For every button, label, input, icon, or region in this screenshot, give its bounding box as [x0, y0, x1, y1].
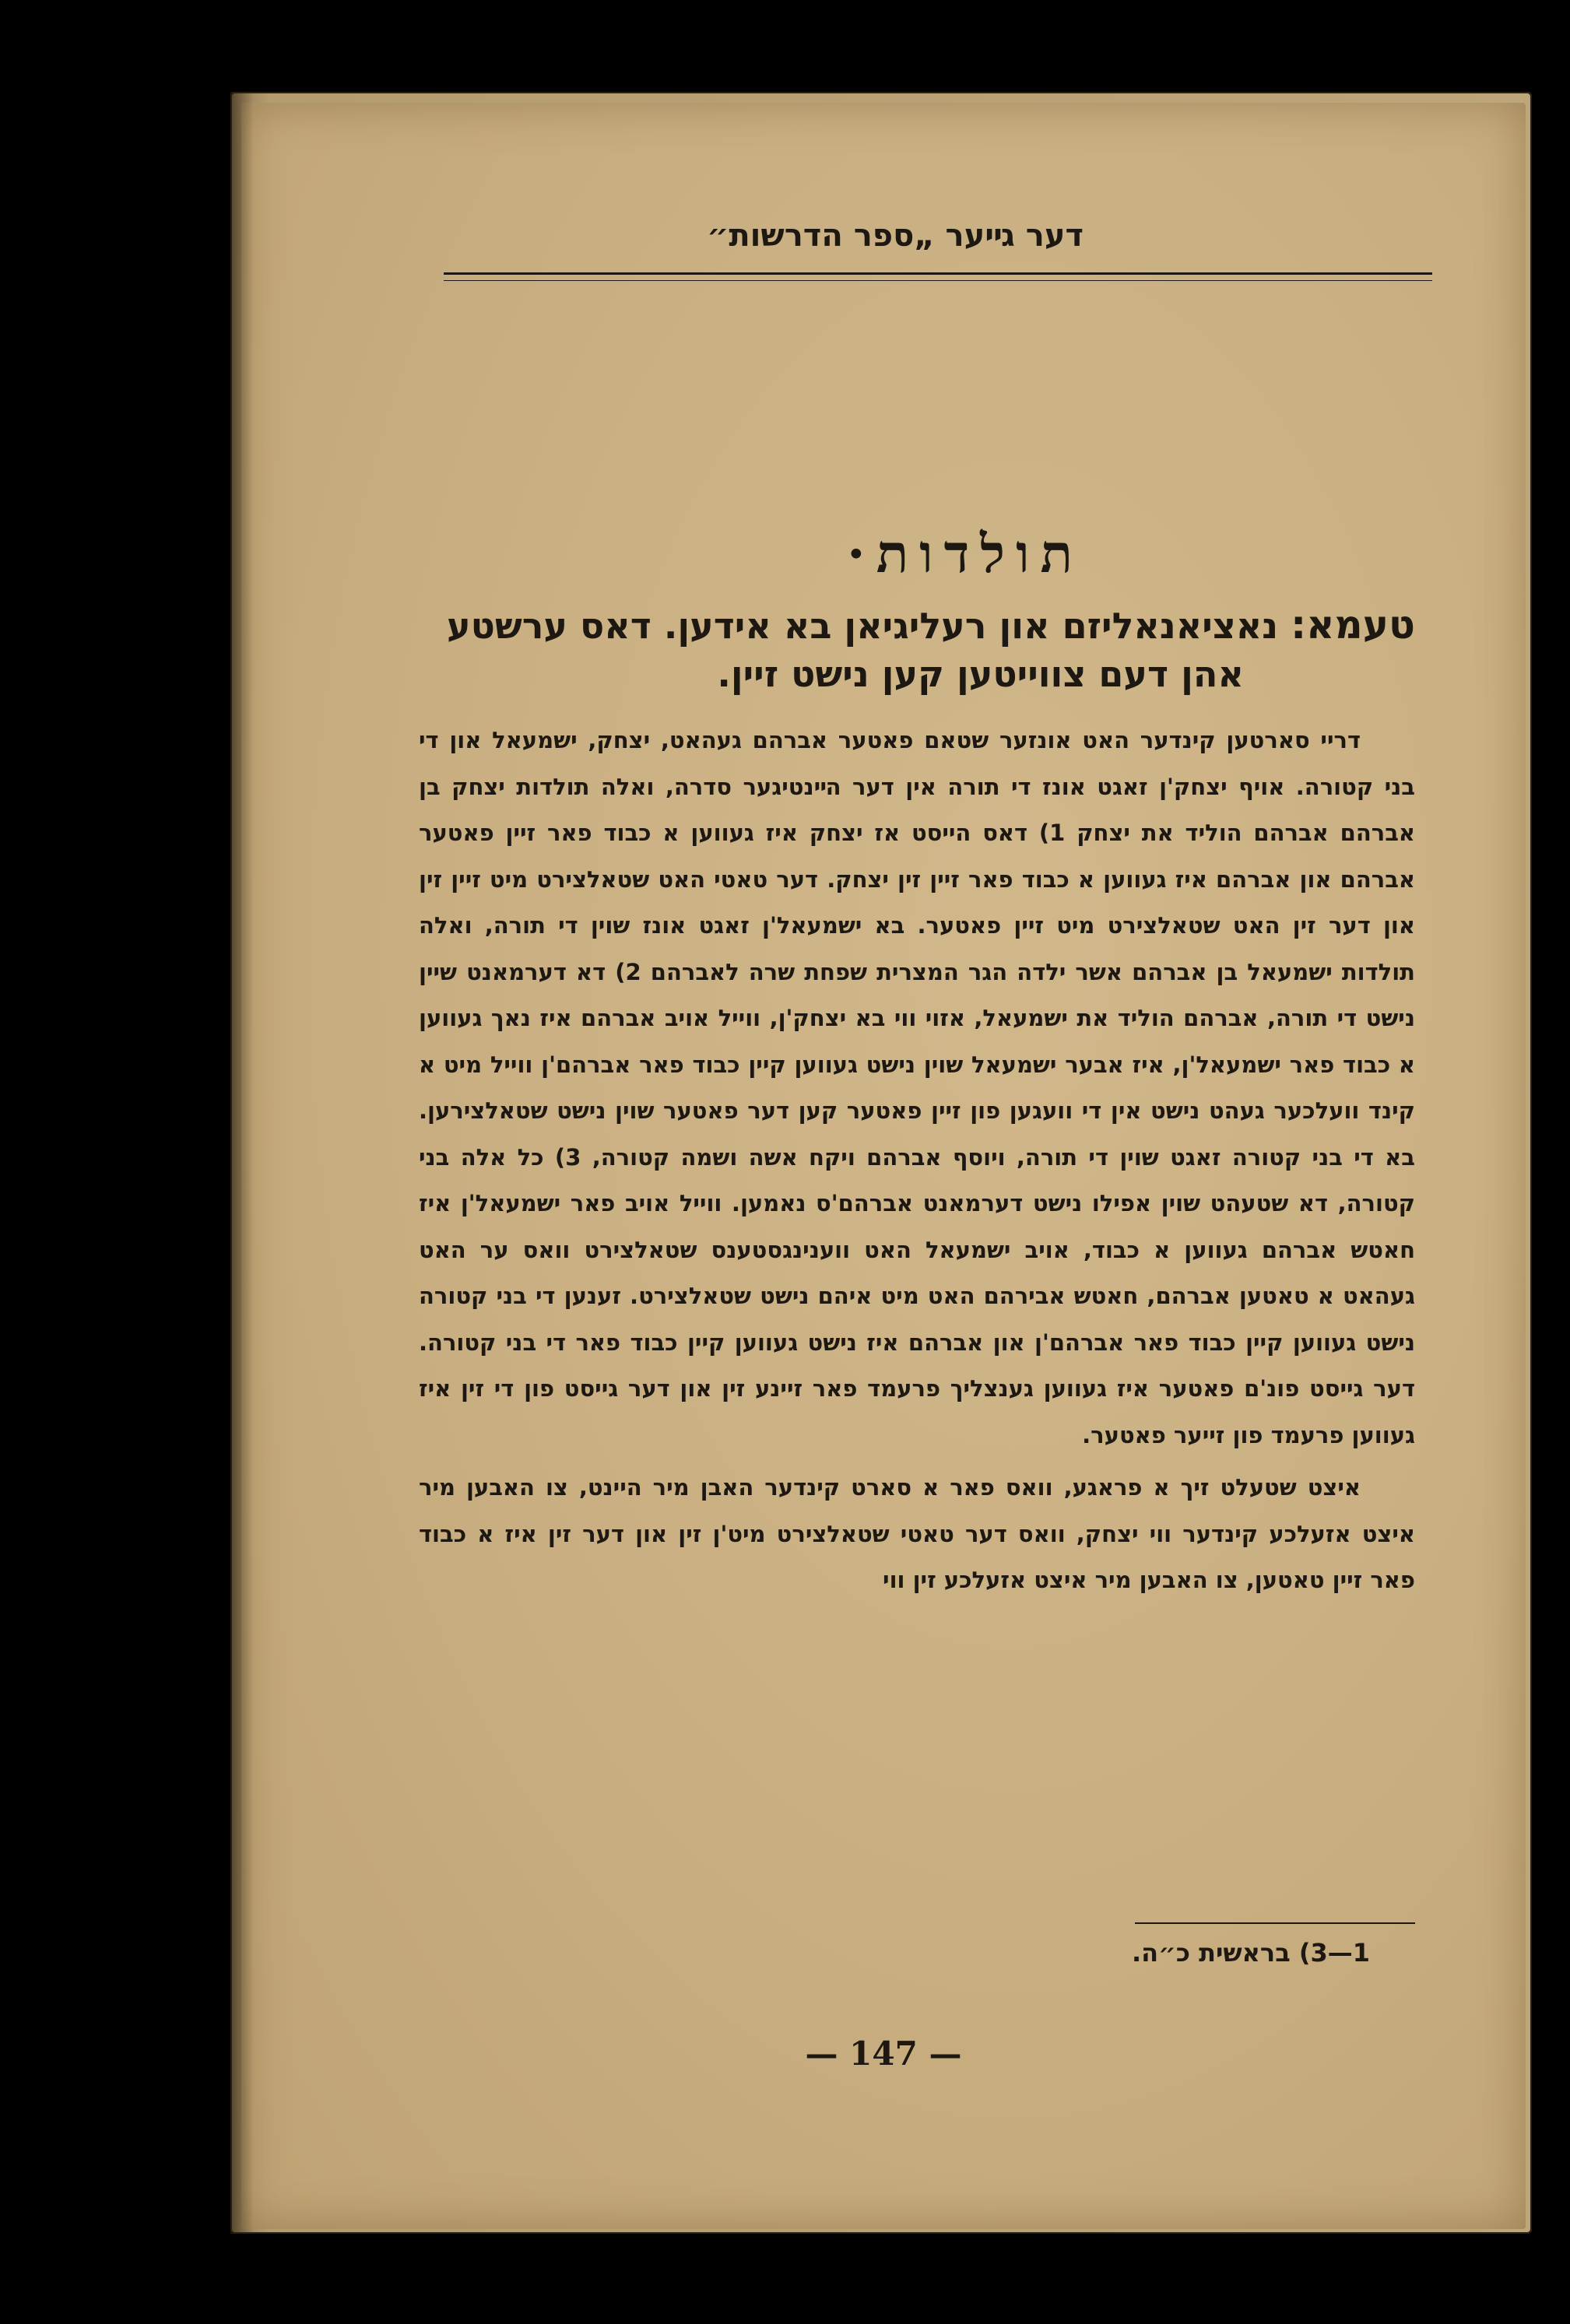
footnote-rule	[1135, 1922, 1415, 1924]
theme-line-2: אהן דעם צווייטען קען נישט זיין.	[717, 653, 1244, 695]
body-text	[419, 718, 1415, 1604]
theme-line-1: נאציאנאליזם און רעליגיאן בא אידען. דאס ערשטע	[446, 605, 1279, 647]
header-rule	[444, 272, 1432, 275]
book-page	[241, 103, 1526, 2229]
footnote: 1—3) בראשית כ״ה.	[1131, 1938, 1370, 1968]
header-rule-thin	[444, 280, 1432, 281]
paragraph-2: איצט שטעלט זיך א פראגע, וואס פאר א סארט קינדער האבן מיר היינט, צו האבען מיר איצט אזעלכע קינדער ווי יצחק, וואס דער טאטי שטאלצירט מיט'ן זין און דער זין איז א כבוד פאר זיין טאטען, צו האבען מיר איצט אזעלכע זין ווי	[419, 1474, 1415, 1593]
paragraph-1: דריי סארטען קינדער האט אונזער שטאם פאטער אברהם געהאט, יצחק, ישמעאל און די בני קטורה. אויף יצחק'ן זאגט אונז די תורה אין דער הײנטיגער סדרה, ואלה תולדות יצחק בן אברהם אברהם הוליד את יצחק 1) דאס הייסט אז יצחק איז געווען א כבוד פאר זיין פאטער אברהם און אברהם איז געווען א כבוד פאר זיין זין יצחק. דער טאטי האט שטאלצירט מיט זיין זין און דער זין האט שטאלצירט מיט זיין פאטער. בא ישמעאל'ן זאגט אונז שוין די תורה, ואלה תולדות ישמעאל בן אברהם אשר ילדה הגר המצרית שפחת שרה לאברהם 2) דא דערמאנט שיין נישט די תורה, אברהם הוליד את ישמעאל, אזוי ווי בא יצחק'ן, ווייל אויב אברהם איז נאך געווען א כבוד פאר ישמעאל'ן, איז אבער ישמעאל שוין נישט געווען קיין כבוד פאר אברהם'ן ווייל מיט א קינד וועלכער געהט נישט אין די וועגען פון זיין פאטער קען דער פאטער שוין נישט שטאלצירען. בא די בני קטורה זאגט שוין די תורה, ויוסף אברהם ויקח אשה ושמה קטורה, 3) כל אלה בני קטורה, דא שטעהט שוין אפילו נישט דערמאנט אברהם'ס נאמען. ווייל אויב פאר ישמעאל'ן איז חאטש אברהם געווען א כבוד, אויב ישמעאל האט ווענינגסטענס שטאלצירט וואס ער האט געהאט א טאטען אברהם, חאטש אבירהם האט מיט איהם נישט שטאלצירט. זענען די בני קטורה נישט געווען קיין כבוד פאר אברהם'ן און אברהם איז נישט געווען קיין כבוד פאר די בני קטורה. דער גייסט פונ'ם פאטער איז געווען גענצליך פרעמד פאר זיינע זין און דער גייסט פון די זין איז געווען פרעמד פון זייער פאטער.	[419, 727, 1415, 1448]
section-title: תולדות·	[847, 523, 1084, 585]
theme-label: טעמא:	[1291, 602, 1415, 648]
theme-heading	[419, 601, 1415, 698]
running-head: דער גײער „ספר הדרשות״	[706, 218, 1084, 254]
spine-shadow	[230, 92, 254, 2234]
page-number: — 147 —	[805, 2034, 962, 2073]
